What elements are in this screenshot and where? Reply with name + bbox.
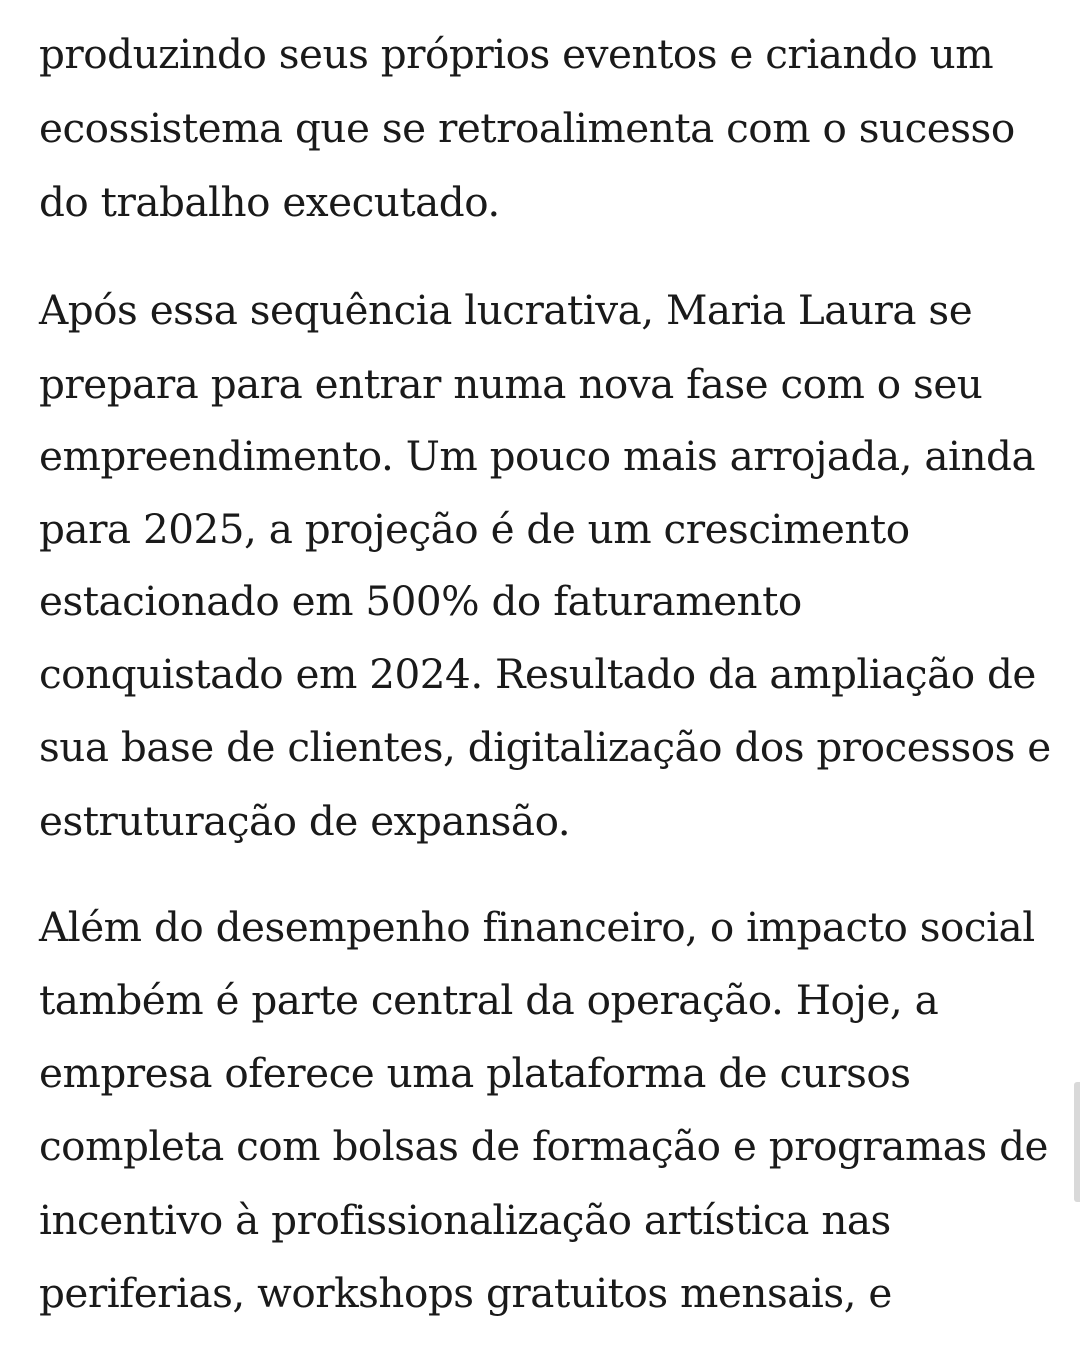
paragraph-2-line-1: Após essa sequência lucrativa, Maria Laura se bbox=[39, 286, 973, 334]
paragraph-2-line-5: estacionado em 500% do faturamento bbox=[39, 577, 802, 625]
paragraph-3-line-1: Além do desempenho financeiro, o impacto social bbox=[39, 903, 1035, 951]
paragraph-2-line-7: sua base de clientes, digitalização dos processos e bbox=[39, 723, 1051, 771]
paragraph-2-line-4: para 2025, a projeção é de um crescimento bbox=[39, 505, 910, 553]
paragraph-3-line-3: empresa oferece uma plataforma de cursos bbox=[39, 1049, 911, 1097]
paragraph-3-line-4: completa com bolsas de formação e programas de bbox=[39, 1122, 1048, 1170]
paragraph-2-line-2: prepara para entrar numa nova fase com o seu bbox=[39, 360, 983, 408]
paragraph-1-line-2: ecossistema que se retroalimenta com o sucesso bbox=[39, 104, 1015, 152]
paragraph-2-line-3: empreendimento. Um pouco mais arrojada, ainda bbox=[39, 432, 1036, 480]
paragraph-1-line-3: do trabalho executado. bbox=[39, 178, 500, 226]
scrollbar-thumb[interactable] bbox=[1074, 1082, 1080, 1202]
paragraph-3-line-5: incentivo à profissionalização artística nas bbox=[39, 1196, 891, 1244]
paragraph-2-line-8: estruturação de expansão. bbox=[39, 797, 571, 845]
paragraph-2-line-6: conquistado em 2024. Resultado da ampliação de bbox=[39, 650, 1036, 698]
paragraph-1-line-1: produzindo seus próprios eventos e criando um bbox=[39, 30, 994, 78]
paragraph-3-line-2: também é parte central da operação. Hoje, a bbox=[39, 976, 939, 1024]
paragraph-3-line-6: periferias, workshops gratuitos mensais, e bbox=[39, 1269, 892, 1317]
